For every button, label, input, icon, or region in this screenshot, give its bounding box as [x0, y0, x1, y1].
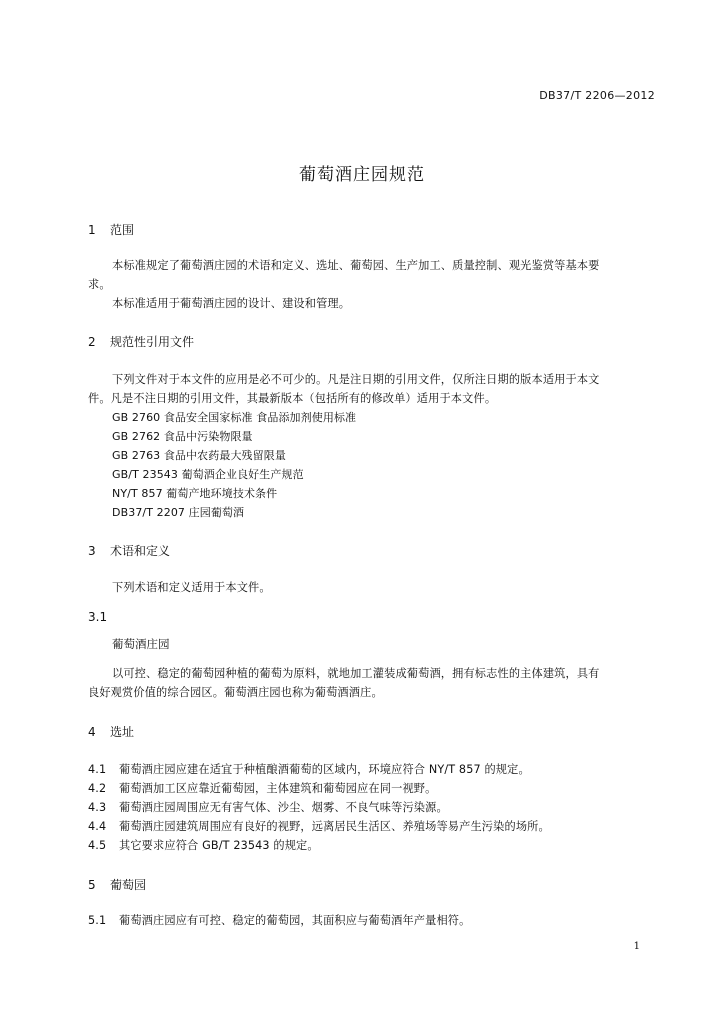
page-number: 1	[633, 941, 640, 952]
paragraph-line: 件。凡是不注日期的引用文件，其最新版本（包括所有的修改单）适用于本文件。	[88, 392, 497, 405]
reference-item: GB 2760 食品安全国家标准 食品添加剂使用标准	[112, 411, 357, 424]
reference-item: GB 2763 食品中农药最大残留限量	[112, 449, 286, 462]
definition-line: 以可控、稳定的葡萄园种植的葡萄为原料，就地加工灌装成葡萄酒，拥有标志性的主体建筑，具有	[112, 667, 600, 680]
clause-item-text: 葡萄酒庄园应建在适宜于种植酿酒葡萄的区域内，环境应符合 NY/T 857 的规定。	[119, 763, 530, 776]
section-number: 3	[88, 544, 96, 558]
section-title: 葡萄园	[110, 878, 147, 892]
reference-item: GB/T 23543 葡萄酒企业良好生产规范	[112, 468, 304, 481]
clause-item-number: 4.5	[88, 839, 107, 852]
reference-item: NY/T 857 葡萄产地环境技术条件	[112, 487, 278, 500]
clause-item-number: 4.3	[88, 801, 107, 814]
paragraph-line: 求。	[88, 278, 111, 291]
definition-line: 良好观赏价值的综合园区。葡萄酒庄园也称为葡萄酒酒庄。	[88, 686, 383, 699]
section-title: 选址	[110, 725, 135, 739]
section-heading-site-selection	[88, 723, 134, 740]
section-heading-normative-references	[88, 333, 194, 350]
paragraph-line: 下列术语和定义适用于本文件。	[112, 581, 271, 594]
clause-item-text: 葡萄酒加工区应靠近葡萄园，主体建筑和葡萄园应在同一视野。	[119, 782, 437, 795]
section-number: 4	[88, 725, 96, 739]
term-name: 葡萄酒庄园	[112, 637, 170, 651]
reference-item: GB 2762 食品中污染物限量	[112, 430, 253, 443]
clause-item	[88, 818, 550, 834]
clause-item-text: 葡萄酒庄园应有可控、稳定的葡萄园，其面积应与葡萄酒年产量相符。	[119, 914, 471, 927]
clause-item-text: 葡萄酒庄园周围应无有害气体、沙尘、烟雾、不良气味等污染源。	[119, 801, 448, 814]
paragraph-line: 本标准规定了葡萄酒庄园的术语和定义、选址、葡萄园、生产加工、质量控制、观光鉴赏等基本要	[112, 259, 600, 272]
section-title: 范围	[110, 223, 135, 237]
standard-number: DB37/T 2206—2012	[539, 89, 655, 102]
section-title: 术语和定义	[110, 544, 171, 558]
section-number: 1	[88, 223, 96, 237]
reference-item: DB37/T 2207 庄园葡萄酒	[112, 506, 245, 519]
paragraph-line: 本标准适用于葡萄酒庄园的设计、建设和管理。	[112, 297, 351, 310]
section-number: 2	[88, 335, 96, 349]
section-heading-vineyard	[88, 876, 146, 893]
clause-item-text: 其它要求应符合 GB/T 23543 的规定。	[119, 839, 319, 852]
section-title: 规范性引用文件	[110, 335, 195, 349]
document-title: 葡萄酒庄园规范	[299, 165, 425, 185]
clause-item	[88, 761, 530, 777]
clause-item-text: 葡萄酒庄园建筑周围应有良好的视野，远离居民生活区、养殖场等易产生污染的场所。	[119, 820, 550, 833]
clause-item	[88, 799, 448, 815]
clause-item-number: 4.4	[88, 820, 107, 833]
clause-item-number: 4.2	[88, 782, 107, 795]
clause-item-number: 4.1	[88, 763, 107, 776]
section-number: 5	[88, 878, 96, 892]
paragraph-line: 下列文件对于本文件的应用是必不可少的。凡是注日期的引用文件，仅所注日期的版本适用于本文	[112, 373, 600, 386]
section-heading-terms	[88, 542, 170, 559]
clause-item	[88, 780, 436, 796]
section-heading-scope	[88, 221, 134, 238]
clause-item-number: 5.1	[88, 914, 107, 927]
clause-item	[88, 912, 470, 928]
clause-number: 3.1	[88, 610, 108, 624]
clause-item	[88, 837, 319, 853]
